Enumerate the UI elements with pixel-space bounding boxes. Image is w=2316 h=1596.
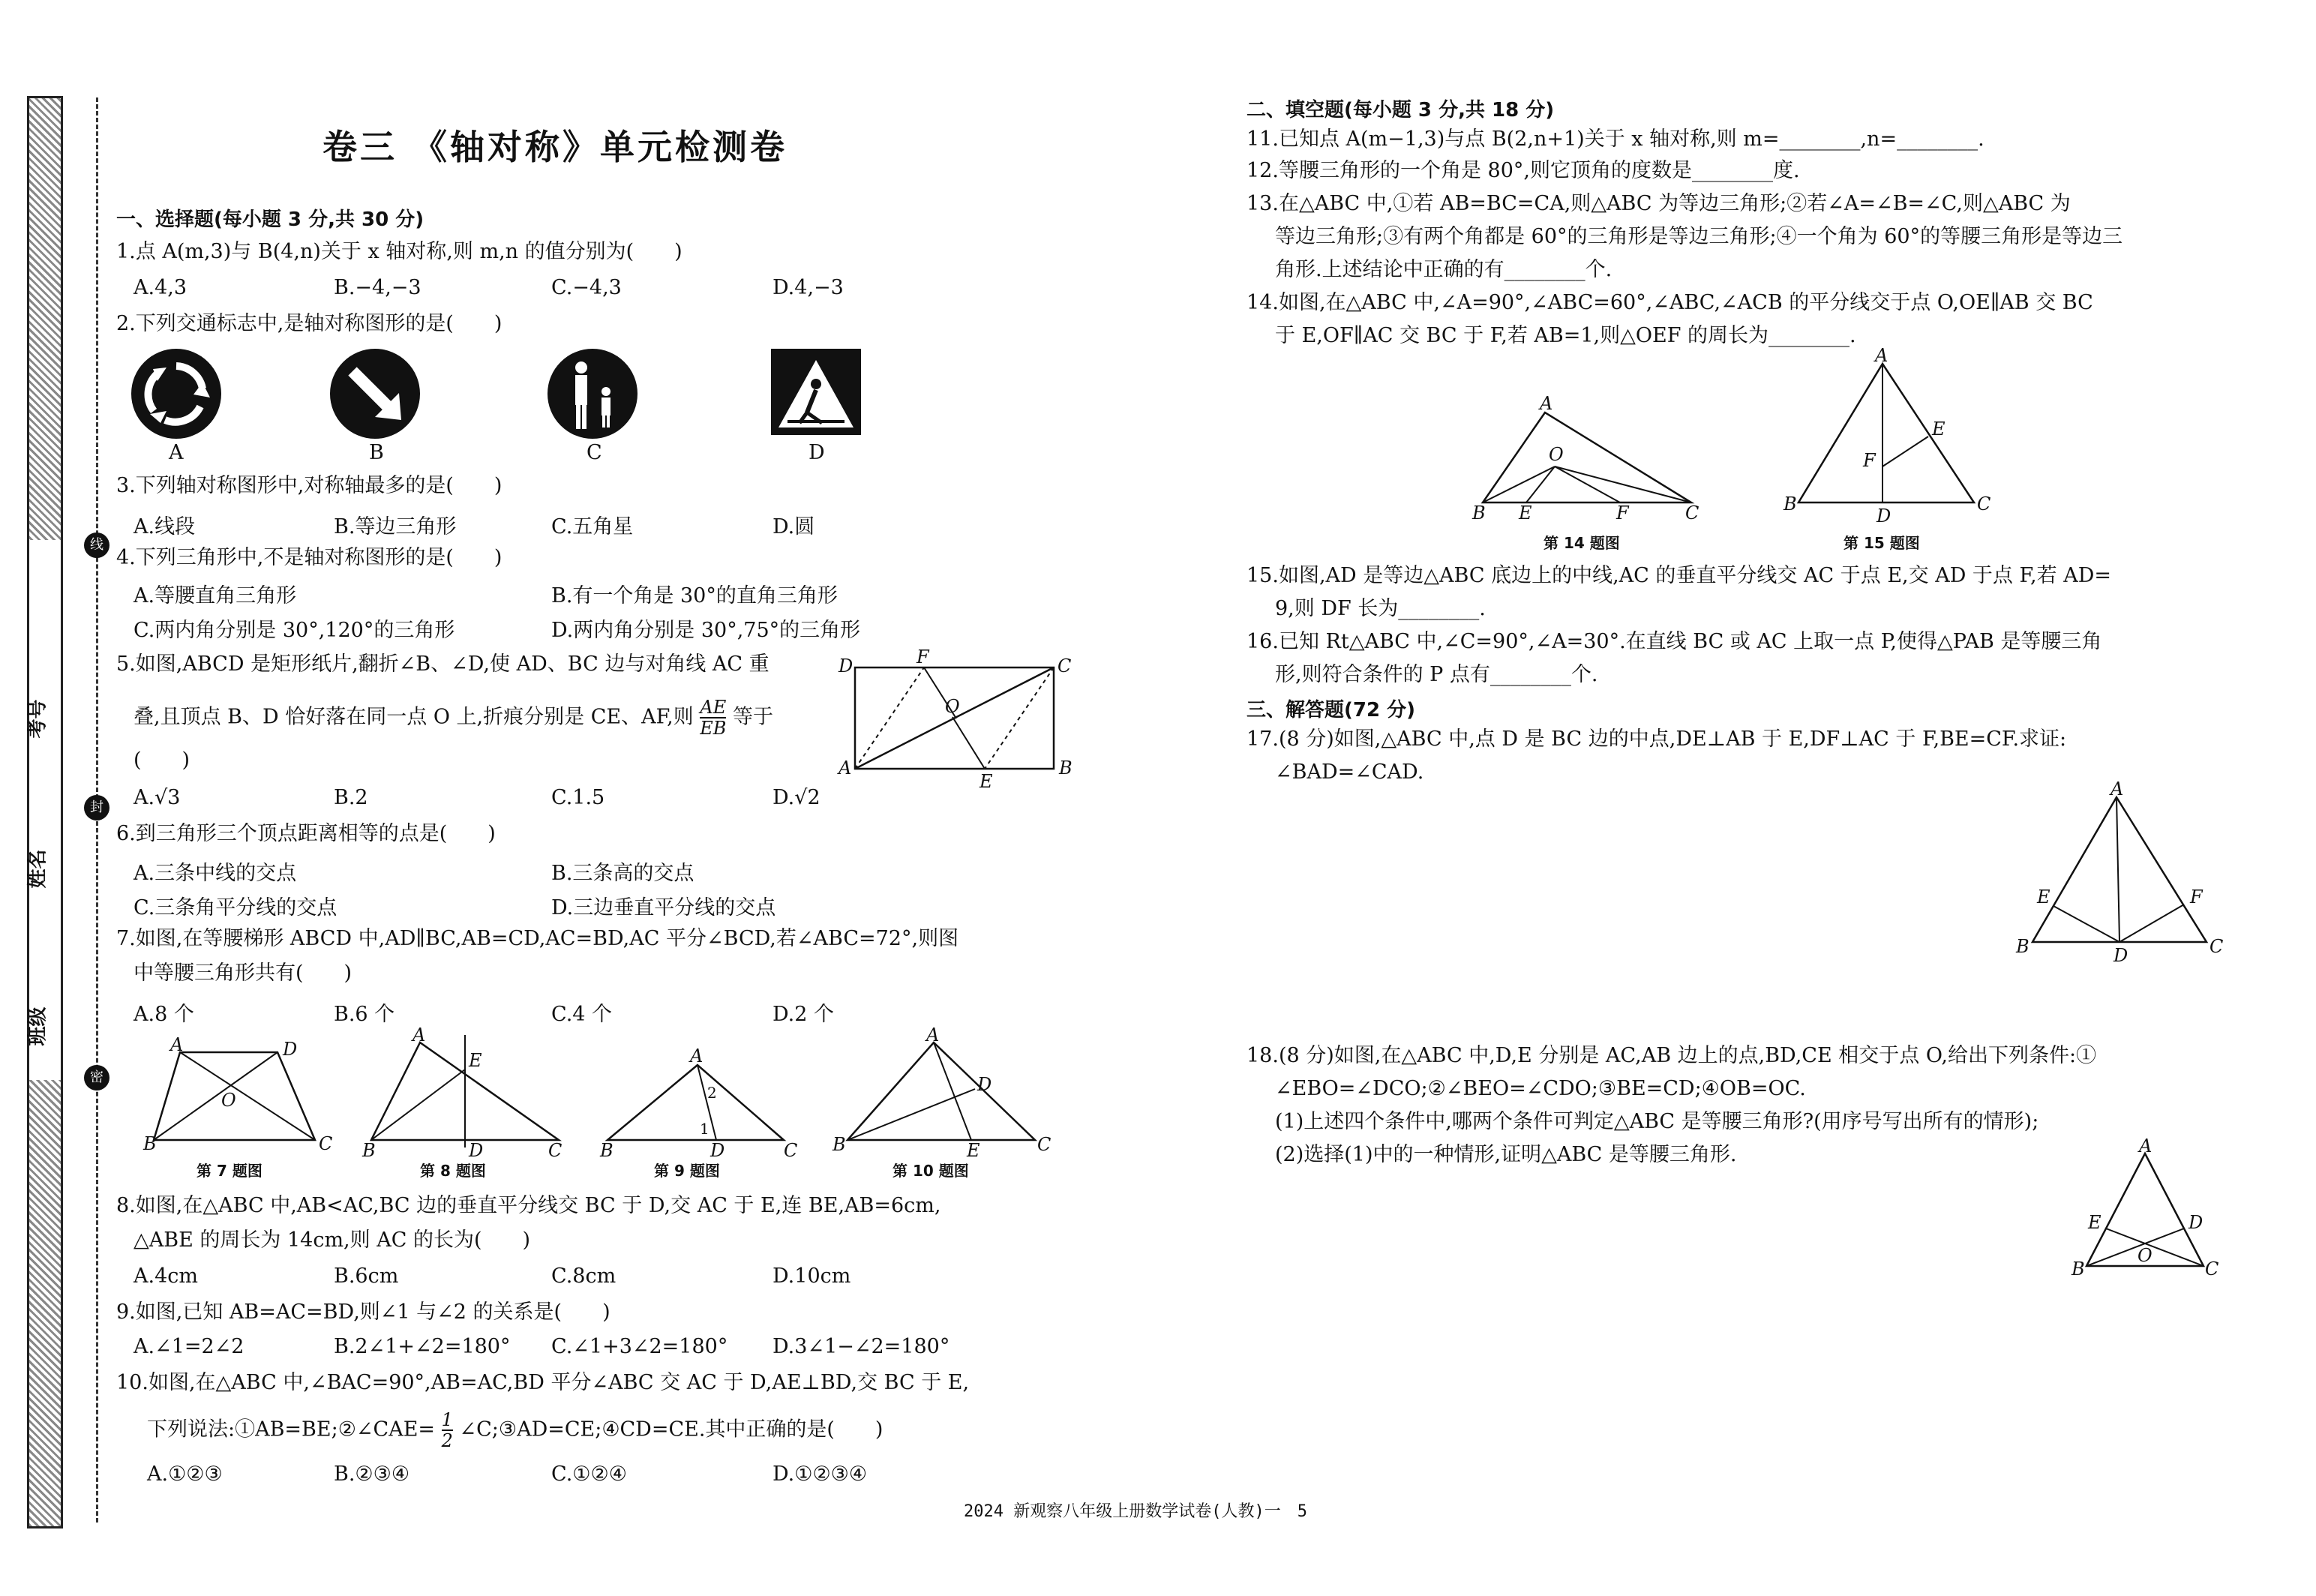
- q1-text: 1.点 A(m,3)与 B(4,n)关于 x 轴对称,则 m,n 的值分别为( ): [116, 240, 682, 263]
- class-label: 班级: [26, 1006, 50, 1046]
- svg-text:A: A: [838, 758, 852, 778]
- q3-option-c: C.五角星: [551, 515, 634, 538]
- q4-option-b: B.有一个角是 30°的直角三角形: [551, 584, 838, 608]
- svg-text:C: C: [784, 1140, 798, 1161]
- q13-line3: 角形.上述结论中正确的有________个.: [1275, 258, 1612, 281]
- svg-text:B: B: [1472, 502, 1486, 524]
- q7-line1: 7.如图,在等腰梯形 ABCD 中,AD∥BC,AB=CD,AC=BD,AC 平分∠BCD,若∠ABC=72°,则图: [116, 927, 959, 950]
- q2-text: 2.下列交通标志中,是轴对称图形的是( ): [116, 312, 502, 335]
- q13-line1: 13.在△ABC 中,①若 AB=BC=CA,则△ABC 为等边三角形;②若∠A=∠B=∠C,则△ABC 为: [1246, 192, 2071, 215]
- q10-line2-start: 下列说法:①AB=BE;②∠CAE=: [147, 1418, 436, 1442]
- q7-option-a: A.8 个: [134, 1003, 194, 1026]
- section3-heading: 三、解答题(72 分): [1246, 699, 1415, 722]
- q5-option-b: B.2: [334, 786, 368, 809]
- q2-label-c: C: [586, 441, 602, 464]
- sign-b-arrow-icon: [330, 349, 420, 439]
- fig10-caption: 第 10 题图: [892, 1162, 969, 1180]
- q2-label-d: D: [808, 441, 825, 464]
- fig9-caption: 第 9 题图: [654, 1162, 720, 1180]
- q6-option-c: C.三条角平分线的交点: [134, 896, 338, 920]
- q6-option-a: A.三条中线的交点: [134, 862, 297, 885]
- q5-line2-end: 等于: [733, 705, 774, 729]
- q8-option-b: B.6cm: [334, 1264, 399, 1288]
- q1-option-b: B.−4,−3: [334, 276, 422, 299]
- fig7-caption: 第 7 题图: [196, 1162, 262, 1180]
- q18-line2: ∠EBO=∠DCO;②∠BEO=∠CDO;③BE=CD;④OB=OC.: [1275, 1077, 1806, 1100]
- q4-text: 4.下列三角形中,不是轴对称图形的是( ): [116, 546, 502, 569]
- svg-text:D: D: [283, 1039, 298, 1060]
- seal-knot-line: 线: [84, 532, 110, 558]
- q4-option-a: A.等腰直角三角形: [134, 584, 297, 608]
- fig14-caption: 第 14 题图: [1544, 534, 1620, 552]
- q8-option-c: C.8cm: [551, 1264, 616, 1288]
- svg-text:B: B: [2072, 1258, 2085, 1280]
- q5-option-d: D.√2: [772, 786, 820, 809]
- q5-line1: 5.如图,ABCD 是矩形纸片,翻折∠B、∠D,使 AD、BC 边与对角线 AC 重: [116, 652, 770, 676]
- svg-text:D: D: [2188, 1212, 2204, 1233]
- svg-text:A: A: [1875, 345, 1888, 366]
- svg-text:D: D: [1876, 506, 1892, 526]
- q2-label-a: A: [169, 441, 184, 464]
- q5-line3: ( ): [134, 748, 190, 772]
- sign-a-roundabout-icon: [131, 349, 221, 439]
- section1-heading: 一、选择题(每小题 3 分,共 30 分): [116, 208, 424, 231]
- fig10-triangle: [829, 1024, 1054, 1161]
- q5-frac-den: EB: [700, 718, 727, 739]
- q5-frac-num: AE: [700, 697, 727, 718]
- paper-title: 卷三 《轴对称》单元检测卷: [322, 127, 788, 167]
- q6-option-d: D.三边垂直平分线的交点: [551, 896, 776, 920]
- q7-option-c: C.4 个: [551, 1003, 613, 1026]
- seal-knot-secret: 密: [84, 1065, 110, 1090]
- q9-option-c: C.∠1+3∠2=180°: [551, 1335, 728, 1358]
- q10-frac-den: 2: [441, 1430, 453, 1451]
- svg-text:O: O: [1549, 444, 1564, 465]
- svg-text:B: B: [600, 1140, 614, 1161]
- fig7-trapezoid: [139, 1034, 334, 1159]
- svg-text:B: B: [832, 1134, 846, 1155]
- svg-text:A: A: [2139, 1136, 2152, 1156]
- q15-line1: 15.如图,AD 是等边△ABC 底边上的中线,AC 的垂直平分线交 AC 于点 E,交 AD 于点 F,若 AD=: [1246, 564, 2111, 587]
- q9-text: 9.如图,已知 AB=AC=BD,则∠1 与∠2 的关系是( ): [116, 1300, 610, 1324]
- svg-text:F: F: [2190, 886, 2203, 908]
- exam-number-label: 考号: [26, 699, 50, 739]
- sign-d-crosswalk-icon: [771, 349, 861, 435]
- section2-heading: 二、填空题(每小题 3 分,共 18 分): [1246, 99, 1555, 122]
- svg-text:D: D: [710, 1140, 725, 1161]
- q3-option-d: D.圆: [772, 515, 815, 538]
- q10-option-c: C.①②④: [551, 1462, 627, 1486]
- q2-label-b: B: [369, 441, 384, 464]
- svg-text:A: A: [170, 1034, 184, 1055]
- q10-frac-num: 1: [441, 1409, 453, 1430]
- q10-option-d: D.①②③④: [772, 1462, 868, 1486]
- sign-c-pedestrians-icon: [548, 349, 638, 439]
- q12-text: 12.等腰三角形的一个角是 80°,则它顶角的度数是________度.: [1246, 159, 1800, 182]
- binding-name-area: [27, 540, 63, 1080]
- q3-option-b: B.等边三角形: [334, 515, 457, 538]
- q5-option-c: C.1.5: [551, 786, 605, 809]
- svg-text:B: B: [2016, 936, 2030, 957]
- q4-option-d: D.两内角分别是 30°,75°的三角形: [551, 619, 861, 642]
- q17-line2: ∠BAD=∠CAD.: [1275, 760, 1424, 784]
- svg-text:C: C: [2205, 1258, 2219, 1280]
- svg-text:C: C: [2210, 936, 2224, 957]
- q7-option-d: D.2 个: [772, 1003, 835, 1026]
- svg-text:A: A: [926, 1024, 940, 1046]
- q10-line2-end: ∠C;③AD=CE;④CD=CE.其中正确的是( ): [459, 1418, 884, 1442]
- svg-text:D: D: [838, 656, 854, 676]
- svg-text:E: E: [2037, 886, 2050, 908]
- q6-option-b: B.三条高的交点: [551, 862, 694, 885]
- q6-text: 6.到三角形三个顶点距离相等的点是( ): [116, 822, 496, 845]
- q10-line2: [147, 1410, 883, 1450]
- svg-text:E: E: [1932, 418, 1946, 440]
- q17-line1: 17.(8 分)如图,△ABC 中,点 D 是 BC 边的中点,DE⊥AB 于 E,DF⊥AC 于 F,BE=CF.求证:: [1246, 728, 2067, 751]
- svg-text:A: A: [690, 1046, 704, 1066]
- q14-line2: 于 E,OF∥AC 交 BC 于 F,若 AB=1,则△OEF 的周长为________.: [1275, 324, 1856, 347]
- svg-text:C: C: [319, 1133, 333, 1154]
- q8-option-d: D.10cm: [772, 1264, 851, 1288]
- fig15-triangle: [1778, 345, 2002, 526]
- svg-text:C: C: [1058, 656, 1072, 676]
- q18-line3: (1)上述四个条件中,哪两个条件可判定△ABC 是等腰三角形?(用序号写出所有的情形);: [1275, 1110, 2039, 1133]
- q16-line1: 16.已知 Rt△ABC 中,∠C=90°,∠A=30°.在直线 BC 或 AC 上取一点 P,使得△PAB 是等腰三角: [1246, 630, 2102, 653]
- svg-text:E: E: [980, 771, 993, 792]
- q8-line2: △ABE 的周长为 14cm,则 AC 的长为( ): [134, 1228, 531, 1252]
- q5-rectangle-figure: [832, 646, 1072, 792]
- q8-line1: 8.如图,在△ABC 中,AB<AC,BC 边的垂直平分线交 BC 于 D,交 AC 于 E,连 BE,AB=6cm,: [116, 1194, 941, 1217]
- q5-fraction: [700, 698, 726, 738]
- svg-text:D: D: [977, 1074, 992, 1095]
- q7-line2: 中等腰三角形共有( ): [134, 962, 352, 985]
- q10-option-a: A.①②③: [147, 1462, 223, 1486]
- svg-text:A: A: [1540, 393, 1553, 414]
- q5-option-a: A.√3: [134, 786, 181, 809]
- svg-text:E: E: [2088, 1212, 2102, 1233]
- svg-text:O: O: [2138, 1245, 2152, 1266]
- svg-text:C: C: [548, 1140, 562, 1161]
- fig17-triangle: [2010, 778, 2224, 966]
- svg-text:1: 1: [700, 1120, 710, 1138]
- q1-option-d: D.4,−3: [772, 276, 844, 299]
- fig18-triangle: [2070, 1136, 2220, 1282]
- svg-text:D: D: [2114, 945, 2128, 966]
- fig8-triangle: [356, 1024, 574, 1161]
- traffic-signs: [128, 345, 878, 465]
- q1-option-c: C.−4,3: [551, 276, 622, 299]
- svg-text:E: E: [469, 1050, 482, 1071]
- q10-option-b: B.②③④: [334, 1462, 410, 1486]
- q10-fraction: [442, 1410, 453, 1450]
- q4-option-c: C.两内角分别是 30°,120°的三角形: [134, 619, 455, 642]
- q18-line1: 18.(8 分)如图,在△ABC 中,D,E 分别是 AC,AB 边上的点,BD,CE 相交于点 O,给出下列条件:①: [1246, 1044, 2097, 1067]
- q9-option-b: B.2∠1+∠2=180°: [334, 1335, 511, 1358]
- q15-line2: 9,则 DF 长为________.: [1275, 597, 1486, 620]
- svg-text:B: B: [362, 1140, 376, 1161]
- q11-text: 11.已知点 A(m−1,3)与点 B(2,n+1)关于 x 轴对称,则 m=________,n=________.: [1246, 128, 1984, 151]
- svg-text:F: F: [1863, 450, 1876, 471]
- q9-option-a: A.∠1=2∠2: [134, 1335, 244, 1358]
- svg-text:D: D: [469, 1140, 484, 1161]
- svg-text:E: E: [1519, 502, 1532, 524]
- q3-option-a: A.线段: [134, 515, 196, 538]
- seal-knot-seal: 封: [84, 795, 110, 820]
- svg-text:B: B: [1784, 494, 1797, 514]
- svg-text:O: O: [945, 696, 960, 717]
- svg-text:B: B: [143, 1133, 157, 1154]
- svg-text:B: B: [1059, 758, 1072, 778]
- svg-text:C: C: [1977, 494, 1991, 514]
- fig9-triangle: [596, 1046, 799, 1161]
- name-label: 姓名: [26, 849, 50, 889]
- q5-line2-text: 叠,且顶点 B、D 恰好落在同一点 O 上,折痕分别是 CE、AF,则: [134, 705, 694, 729]
- fig14-triangle: [1466, 390, 1706, 525]
- svg-text:C: C: [1685, 502, 1700, 524]
- q1-option-a: A.4,3: [134, 276, 188, 299]
- q14-line1: 14.如图,在△ABC 中,∠A=90°,∠ABC=60°,∠ABC,∠ACB 的平分线交于点 O,OE∥AB 交 BC: [1246, 291, 2093, 314]
- fig15-caption: 第 15 题图: [1844, 534, 1920, 552]
- svg-text:E: E: [967, 1140, 980, 1161]
- q13-line2: 等边三角形;③有两个角都是 60°的三角形是等边三角形;④一个角为 60°的等腰三角形是等边三: [1275, 225, 2123, 248]
- q18-line4: (2)选择(1)中的一种情形,证明△ABC 是等腰三角形.: [1275, 1143, 1737, 1166]
- fig8-caption: 第 8 题图: [420, 1162, 486, 1180]
- svg-text:A: A: [2110, 778, 2124, 800]
- svg-text:C: C: [1037, 1134, 1052, 1155]
- svg-text:2: 2: [707, 1084, 717, 1102]
- q5-line2: [134, 698, 773, 738]
- svg-text:A: A: [412, 1024, 426, 1046]
- svg-text:F: F: [1616, 502, 1629, 524]
- svg-text:O: O: [221, 1090, 236, 1111]
- svg-text:F: F: [916, 646, 929, 668]
- q10-line1: 10.如图,在△ABC 中,∠BAC=90°,AB=AC,BD 平分∠ABC 交 AC 于 D,AE⊥BD,交 BC 于 E,: [116, 1371, 970, 1394]
- q7-option-b: B.6 个: [334, 1003, 395, 1026]
- page-footer: 2024 新观察八年级上册数学试卷(人教)一 5: [964, 1502, 1307, 1521]
- q9-option-d: D.3∠1−∠2=180°: [772, 1335, 950, 1358]
- q8-option-a: A.4cm: [134, 1264, 198, 1288]
- q3-text: 3.下列轴对称图形中,对称轴最多的是( ): [116, 474, 502, 497]
- q16-line2: 形,则符合条件的 P 点有________个.: [1275, 663, 1598, 686]
